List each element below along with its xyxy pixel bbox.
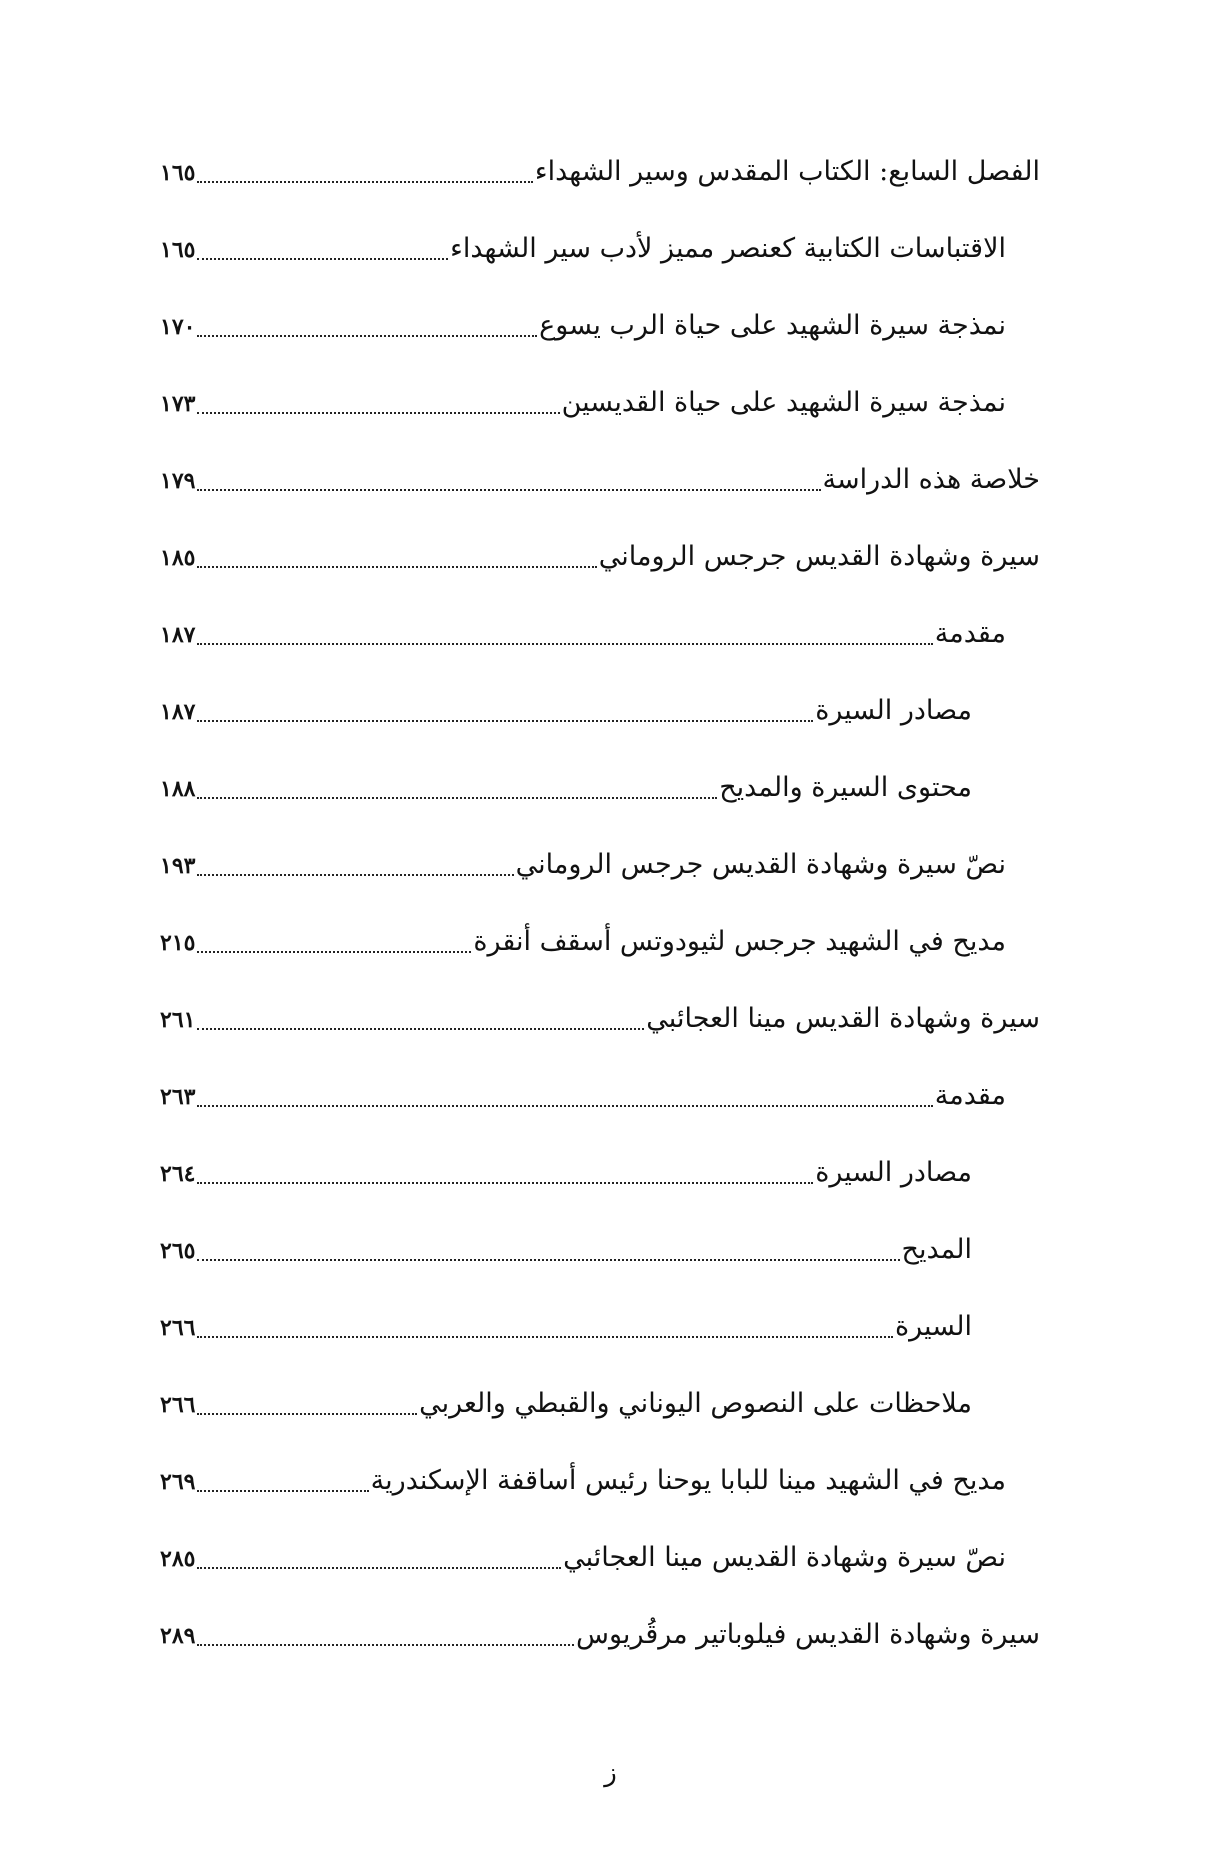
toc-leader-dots [197, 252, 448, 260]
toc-leader-dots [197, 483, 820, 491]
toc-entry-page: ٢٦٩ [160, 1469, 196, 1495]
toc-leader-dots [197, 714, 813, 722]
toc-entry-title: السيرة [894, 1311, 972, 1342]
toc-entry-title: مصادر السيرة [815, 695, 972, 726]
toc-entry-title: سيرة وشهادة القديس فيلوباتير مرقُريوس [576, 1619, 1040, 1650]
toc-entry-title: نمذجة سيرة الشهيد على حياة القديسين [561, 387, 1006, 418]
toc-entry [160, 1313, 1040, 1390]
toc-entry-title: محتوى السيرة والمديح [719, 772, 972, 803]
toc-entry [160, 389, 1040, 466]
toc-entry-page: ٢٦١ [160, 1007, 196, 1033]
toc-entry-page: ١٧٠ [160, 314, 196, 340]
toc-entry-title: ملاحظات على النصوص اليوناني والقبطي والعربي [419, 1388, 972, 1419]
toc-leader-dots [197, 1099, 932, 1107]
toc-leader-dots [197, 791, 717, 799]
toc-entry [160, 1005, 1040, 1082]
toc-entry-title: نصّ سيرة وشهادة القديس مينا العجائبي [563, 1542, 1006, 1573]
toc-leader-dots [197, 637, 932, 645]
toc-entry-page: ١٨٧ [160, 699, 196, 725]
toc-leader-dots [197, 1561, 561, 1569]
toc-entry [160, 1236, 1040, 1313]
toc-entry [160, 235, 1040, 312]
toc-entry [160, 1467, 1040, 1544]
toc-entry [160, 1390, 1040, 1467]
toc-entry-page: ٢٦٤ [160, 1161, 196, 1187]
toc-leader-dots [197, 1330, 893, 1338]
toc-leader-dots [197, 1176, 813, 1184]
toc-entry-page: ١٦٥ [160, 237, 196, 263]
toc-entry-title: مقدمة [934, 618, 1006, 649]
toc-entry-page: ١٩٣ [160, 853, 196, 879]
toc-leader-dots [197, 560, 596, 568]
toc-entry [160, 620, 1040, 697]
toc-entry [160, 851, 1040, 928]
toc-leader-dots [197, 945, 471, 953]
toc-entry-title: سيرة وشهادة القديس جرجس الروماني [598, 541, 1040, 572]
toc-leader-dots [197, 1253, 899, 1261]
toc-leader-dots [197, 1638, 574, 1646]
toc-entry-title: خلاصة هذه الدراسة [822, 464, 1040, 495]
toc-entry-page: ٢٦٦ [160, 1392, 196, 1418]
toc-leader-dots [197, 406, 559, 414]
toc-entry-title: مصادر السيرة [815, 1157, 972, 1188]
toc-entry-page: ١٨٥ [160, 545, 196, 571]
toc-entry-page: ٢٨٥ [160, 1546, 196, 1572]
toc-leader-dots [197, 175, 532, 183]
toc-entry-page: ١٨٧ [160, 622, 196, 648]
toc-leader-dots [197, 868, 513, 876]
toc-entry [160, 697, 1040, 774]
toc-entry-page: ٢٦٣ [160, 1084, 196, 1110]
toc-entry-page: ١٦٥ [160, 160, 196, 186]
toc-leader-dots [197, 329, 537, 337]
toc-leader-dots [197, 1484, 368, 1492]
toc-entry [160, 928, 1040, 1005]
toc-entry [160, 543, 1040, 620]
toc-entry [160, 774, 1040, 851]
toc-entry-title: نمذجة سيرة الشهيد على حياة الرب يسوع [539, 310, 1006, 341]
table-of-contents [160, 158, 1040, 1698]
toc-leader-dots [197, 1022, 644, 1030]
toc-entry-title: مقدمة [934, 1080, 1006, 1111]
toc-entry-page: ١٨٨ [160, 776, 196, 802]
toc-entry [160, 312, 1040, 389]
toc-entry [160, 466, 1040, 543]
toc-entry [160, 1621, 1040, 1698]
toc-leader-dots [197, 1407, 417, 1415]
toc-entry-title: الاقتباسات الكتابية كعنصر مميز لأدب سير الشهداء [450, 233, 1006, 264]
toc-entry-title: سيرة وشهادة القديس مينا العجائبي [646, 1003, 1040, 1034]
toc-entry [160, 1159, 1040, 1236]
toc-entry-title: مديح في الشهيد جرجس لثيودوتس أسقف أنقرة [473, 926, 1006, 957]
toc-entry-title: الفصل السابع: الكتاب المقدس وسير الشهداء [534, 156, 1040, 187]
toc-entry-page: ١٧٣ [160, 391, 196, 417]
toc-entry [160, 1544, 1040, 1621]
toc-entry-page: ٢٨٩ [160, 1623, 196, 1649]
toc-entry-title: المديح [901, 1234, 972, 1265]
toc-entry [160, 1082, 1040, 1159]
page-number: ز [604, 1758, 617, 1788]
toc-entry-page: ٢٦٥ [160, 1238, 196, 1264]
toc-entry-page: ٢١٥ [160, 930, 196, 956]
toc-entry-page: ٢٦٦ [160, 1315, 196, 1341]
toc-entry [160, 158, 1040, 235]
toc-entry-page: ١٧٩ [160, 468, 196, 494]
toc-entry-title: مديح في الشهيد مينا للبابا يوحنا رئيس أساقفة الإسكندرية [370, 1465, 1006, 1496]
toc-entry-title: نصّ سيرة وشهادة القديس جرجس الروماني [515, 849, 1006, 880]
